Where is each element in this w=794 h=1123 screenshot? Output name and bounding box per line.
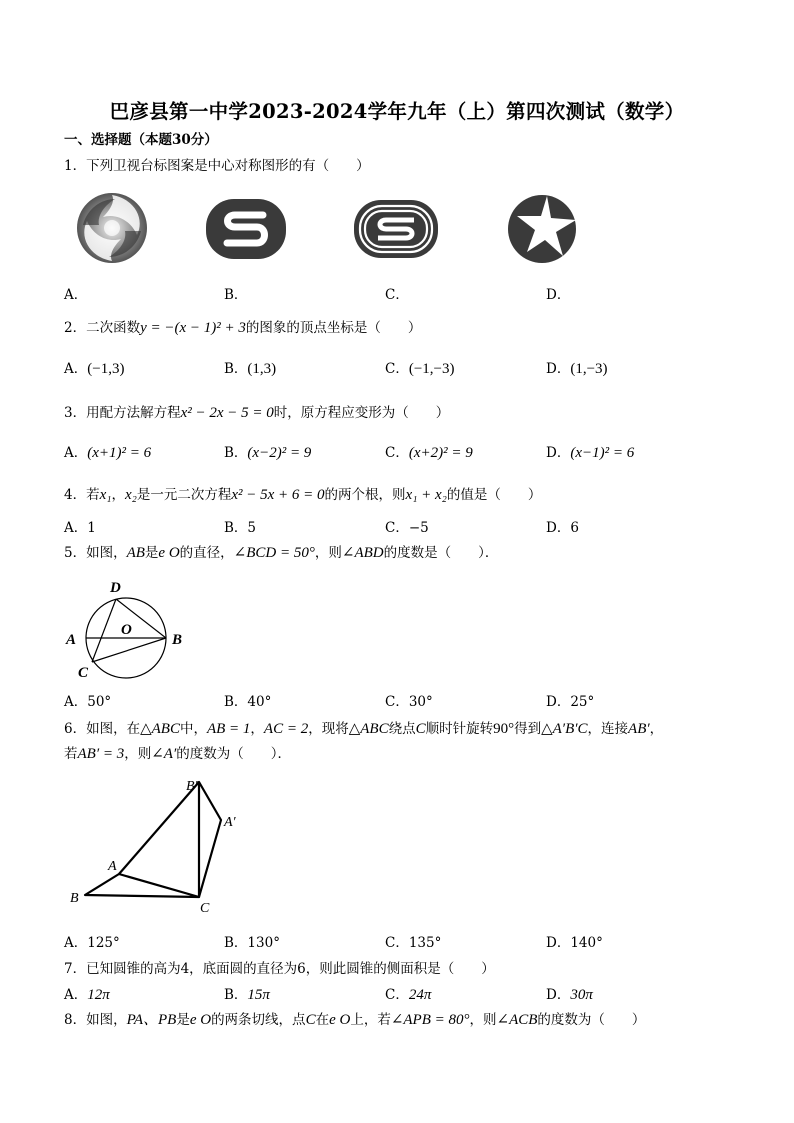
phoenix-tv-logo	[75, 191, 149, 265]
q1-option-d[interactable]: D．	[546, 287, 571, 303]
q3-option-d[interactable]: D．(x−1)² = 6	[546, 445, 635, 461]
circle-figure	[60, 574, 200, 686]
label-a6: A	[108, 859, 117, 874]
q7-option-d[interactable]: D．30π	[546, 987, 593, 1003]
q1-option-a[interactable]: A．	[64, 287, 88, 303]
q5-option-c[interactable]: C．30°	[385, 694, 433, 710]
q6-option-a[interactable]: A．125°	[64, 935, 120, 951]
page-title: 巴彦县第一中学2023-2024学年九年（上）第四次测试（数学）	[109, 100, 685, 123]
question-4-stem: 4．若x₁，x₂是一元二次方程x² − 5x + 6 = 0的两个根，则x₁ + x₂的值是（ ）	[64, 487, 542, 503]
label-b6: B	[70, 891, 79, 906]
q2-option-c[interactable]: C．(−1,−3)	[385, 361, 455, 377]
label-o: O	[121, 622, 132, 638]
q4-option-d[interactable]: D．6	[546, 520, 579, 536]
triangle-figure	[62, 770, 262, 920]
q3-option-c[interactable]: C．(x+2)² = 9	[385, 445, 473, 461]
question-5-stem: 5．如图，AB是e O的直径，∠BCD = 50°，则∠ABD的度数是（ ）．	[64, 545, 499, 561]
triangle-apbpc	[199, 782, 221, 897]
q2-option-d[interactable]: D．(1,−3)	[546, 361, 608, 377]
question-3-stem: 3．用配方法解方程x² − 2x − 5 = 0时，原方程应变形为（ ）	[64, 405, 450, 421]
segment-dc	[92, 599, 116, 662]
q2-text: 2．二次函数	[64, 320, 141, 336]
q4-option-b[interactable]: B．5	[224, 520, 257, 536]
q2-option-b[interactable]: B．(1,3)	[224, 361, 277, 377]
s-logo	[205, 198, 287, 260]
q5-option-b[interactable]: B．40°	[224, 694, 272, 710]
label-c6: C	[200, 901, 210, 916]
segment-cb	[92, 638, 166, 662]
q5-option-d[interactable]: D．25°	[546, 694, 595, 710]
question-6-line1: 6．如图，在△ABC中，AB = 1，AC = 2，现将△ABC绕点C顺时针旋转90°得到△A′B′C，连接AB′，	[64, 721, 664, 737]
triangle-abc	[85, 874, 199, 897]
label-ap: A′	[224, 815, 236, 830]
q7-option-b[interactable]: B．15π	[224, 987, 270, 1003]
label-d: D	[110, 580, 121, 596]
q6-option-d[interactable]: D．140°	[546, 935, 603, 951]
question-2-stem	[64, 321, 421, 336]
segment-abp	[119, 782, 199, 874]
label-bp: B′	[186, 779, 198, 794]
q4-option-c[interactable]: C．−5	[385, 520, 429, 536]
question-1-stem: 1．下列卫视台标图案是中心对称图形的有（ ）	[64, 158, 370, 174]
q2-option-a[interactable]: A．(−1,3)	[64, 361, 125, 377]
q3-option-a[interactable]: A．(x+1)² = 6	[64, 445, 152, 461]
q1-option-c[interactable]: C．	[385, 287, 409, 303]
striped-s-logo	[352, 198, 440, 260]
q6-option-b[interactable]: B．130°	[224, 935, 280, 951]
star-logo	[507, 194, 577, 264]
label-a: A	[66, 632, 77, 648]
q2-text-end: 的图象的顶点坐标是（ ）	[245, 320, 422, 336]
section-heading: 一、选择题（本题30分）	[64, 132, 218, 148]
question-8-stem: 8．如图，PA、PB是e O的两条切线，点C在e O上，若∠APB = 80°，则∠ACB的度数为（ ）	[64, 1012, 646, 1028]
q3-formula: x² − 2x − 5 = 0	[180, 405, 274, 421]
q5-option-a[interactable]: A．50°	[64, 694, 112, 710]
q2-formula: y = −(x − 1)² + 3	[140, 320, 246, 336]
q6-option-c[interactable]: C．135°	[385, 935, 442, 951]
q1-option-b[interactable]: B．	[224, 287, 248, 303]
q7-option-c[interactable]: C．24π	[385, 987, 432, 1003]
question-7-stem: 7．已知圆锥的高为4，底面圆的直径为6，则此圆锥的侧面积是（ ）	[64, 961, 495, 977]
label-c: C	[78, 665, 89, 681]
label-b: B	[172, 632, 183, 648]
q3-option-b[interactable]: B．(x−2)² = 9	[224, 445, 312, 461]
question-6-line2: 若AB′ = 3，则∠A′的度数为（ ）．	[64, 746, 291, 762]
q4-option-a[interactable]: A．1	[64, 520, 96, 536]
q7-option-a[interactable]: A．12π	[64, 987, 110, 1003]
